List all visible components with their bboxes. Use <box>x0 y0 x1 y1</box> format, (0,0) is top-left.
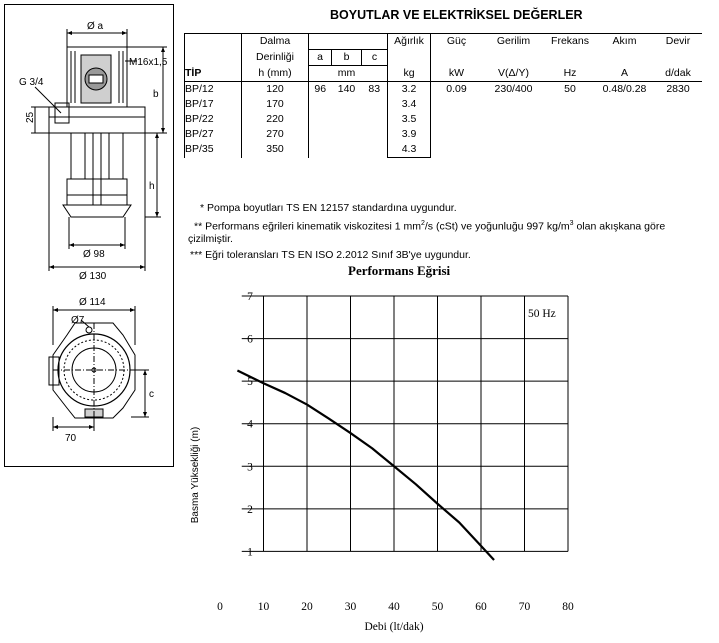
header-speed: Devir <box>654 34 702 50</box>
header-type: TİP <box>185 66 242 82</box>
cell-power <box>431 97 483 112</box>
cell-current <box>595 97 654 112</box>
x-tick-label: 60 <box>475 601 487 613</box>
cell-h: 120 <box>242 82 309 98</box>
y-tick-label: 6 <box>247 333 253 346</box>
cell-speed <box>654 127 702 142</box>
cell-type: BP/35 <box>185 142 242 158</box>
cell-c <box>362 127 388 142</box>
note-viscosity-part: olan akışkana göre <box>573 220 666 233</box>
x-tick-label: 30 <box>344 601 357 613</box>
cell-h: 350 <box>242 142 309 158</box>
cell-weight: 3.9 <box>388 127 431 142</box>
cell-current <box>595 112 654 127</box>
cell-c <box>362 112 388 127</box>
table-row <box>185 127 703 142</box>
cell-freq <box>545 142 595 158</box>
dim-b-label: b <box>153 89 159 100</box>
header-power-unit: kW <box>431 66 483 82</box>
note-superscript: 2 <box>420 220 425 227</box>
dim-c-label: c <box>149 389 154 400</box>
x-tick-label: 80 <box>562 601 574 613</box>
cell-voltage <box>482 127 545 142</box>
header-speed-unit: d/dak <box>654 66 702 82</box>
x-tick-label: 40 <box>388 601 400 613</box>
header-power: Güç <box>431 34 483 50</box>
cell-speed <box>654 142 702 158</box>
dim-h-label: h <box>149 181 155 192</box>
cell-current: 0.48/0.28 <box>602 83 647 95</box>
page-title: BOYUTLAR VE ELEKTRİKSEL DEĞERLER <box>330 8 583 22</box>
dim-a-label: Ø a <box>87 21 104 32</box>
y-tick-label: 5 <box>247 376 253 389</box>
y-tick-label: 7 <box>247 291 253 303</box>
note-viscosity <box>194 220 665 233</box>
header-frequency-unit: Hz <box>545 66 595 82</box>
y-tick-label: 2 <box>247 503 253 516</box>
pump-drawing-panel <box>4 4 174 467</box>
cell-a <box>309 112 332 127</box>
x-tick-label: 0 <box>217 601 223 613</box>
cell-power <box>431 142 483 158</box>
note-tolerance: *** Eğri toleransları TS EN ISO 2.2012 Sınıf 3B'ye uygundur. <box>190 249 471 261</box>
cell-a <box>309 127 332 142</box>
header-frequency: Frekans <box>545 34 595 50</box>
dim-98-label: Ø 98 <box>83 249 105 260</box>
cell-h: 170 <box>242 97 309 112</box>
cell-power <box>431 112 483 127</box>
spec-table <box>184 33 702 158</box>
cell-c <box>362 142 388 158</box>
header-abc-unit: mm <box>332 66 362 82</box>
cell-speed: 2830 <box>666 83 690 95</box>
header-weight-unit: kg <box>388 66 431 82</box>
cell-freq: 50 <box>564 83 576 95</box>
cell-h: 220 <box>242 112 309 127</box>
cell-voltage <box>482 97 545 112</box>
spec-table-body <box>185 82 703 158</box>
cell-b <box>332 112 362 127</box>
dim-25-label: 25 <box>25 111 36 123</box>
note-superscript: 3 <box>569 220 574 227</box>
header-weight: Ağırlık <box>388 34 431 50</box>
impeller-housing <box>63 205 131 217</box>
x-tick-label: 20 <box>301 601 313 613</box>
performance-curve <box>237 371 494 560</box>
cell-speed <box>654 97 702 112</box>
cell-power: 0.09 <box>446 83 467 95</box>
cell-weight: 3.4 <box>388 97 431 112</box>
cell-voltage: 230/400 <box>494 83 533 95</box>
x-tick-label: 10 <box>257 601 270 613</box>
cell-type: BP/17 <box>185 97 242 112</box>
header-current: Akım <box>595 34 654 50</box>
mount-flange <box>49 107 145 133</box>
cell-current <box>595 127 654 142</box>
table-row <box>185 142 703 158</box>
cell-current <box>595 142 654 158</box>
cell-voltage <box>482 112 545 127</box>
table-row <box>185 97 703 112</box>
cell-a <box>309 142 332 158</box>
cable-gland-label: M16x1,5 <box>129 57 168 68</box>
cell-b <box>332 142 362 158</box>
header-depth-unit: h (mm) <box>242 66 309 82</box>
performance-chart <box>176 280 596 640</box>
header-depth-top: Dalma <box>242 34 309 50</box>
port-thread-label: G 3/4 <box>19 77 44 88</box>
header-b: b <box>332 50 362 66</box>
cell-b: 140 <box>337 83 356 95</box>
cell-freq <box>545 97 595 112</box>
cell-freq <box>545 127 595 142</box>
header-voltage-unit: V(Δ/Y) <box>482 66 545 82</box>
cell-weight: 3.5 <box>388 112 431 127</box>
header-c: c <box>362 50 388 66</box>
pump-column <box>71 133 123 179</box>
y-tick-label: 3 <box>247 461 253 474</box>
header-depth-mid: Derinliği <box>242 50 309 66</box>
cell-freq <box>545 112 595 127</box>
cell-speed <box>654 112 702 127</box>
dim-7-label: Ø7 <box>71 315 85 326</box>
cell-type: BP/12 <box>185 82 242 98</box>
table-header-row <box>185 66 703 82</box>
table-row <box>185 82 703 98</box>
cell-b <box>332 97 362 112</box>
table-header-row <box>185 50 703 66</box>
chart-title: Performans Eğrisi <box>348 263 451 278</box>
cell-weight: 3.2 <box>388 82 431 98</box>
cell-c: 83 <box>362 82 388 98</box>
dim-114-label: Ø 114 <box>79 297 106 308</box>
cell-a: 96 <box>309 82 332 98</box>
x-tick-label: 50 <box>431 601 444 613</box>
header-current-unit: A <box>595 66 654 82</box>
cell-weight: 4.3 <box>388 142 431 158</box>
cell-b <box>332 127 362 142</box>
note-viscosity-part: ** Performans eğrileri kinematik viskozitesi 1 mm <box>194 220 421 233</box>
dim-130-label: Ø 130 <box>79 271 107 282</box>
table-row <box>185 112 703 127</box>
y-tick-label: 4 <box>247 418 253 431</box>
note-viscosity-cont: çizilmiştir. <box>188 233 233 245</box>
cell-h: 270 <box>242 127 309 142</box>
x-tick-label: 70 <box>518 601 531 613</box>
frequency-annotation: 50 Hz <box>528 308 556 321</box>
cell-voltage <box>482 142 545 158</box>
table-header-row <box>185 34 703 50</box>
header-a: a <box>309 50 332 66</box>
cell-type: BP/22 <box>185 112 242 127</box>
cell-a <box>309 97 332 112</box>
y-axis-label: Basma Yüksekliği (m) <box>190 426 201 524</box>
cell-power <box>431 127 483 142</box>
cell-type: BP/27 <box>185 127 242 142</box>
pump-drawing <box>5 5 175 468</box>
header-voltage: Gerilim <box>482 34 545 50</box>
x-axis-label: Debi (lt/dak) <box>364 621 424 633</box>
note-viscosity-part: /s (cSt) ve yoğunluğu 997 kg/m <box>424 220 570 233</box>
dim-70-label: 70 <box>65 433 77 444</box>
cell-c <box>362 97 388 112</box>
note-standard: * Pompa boyutları TS EN 12157 standardına uygundur. <box>200 202 457 214</box>
y-tick-label: 1 <box>247 546 253 559</box>
